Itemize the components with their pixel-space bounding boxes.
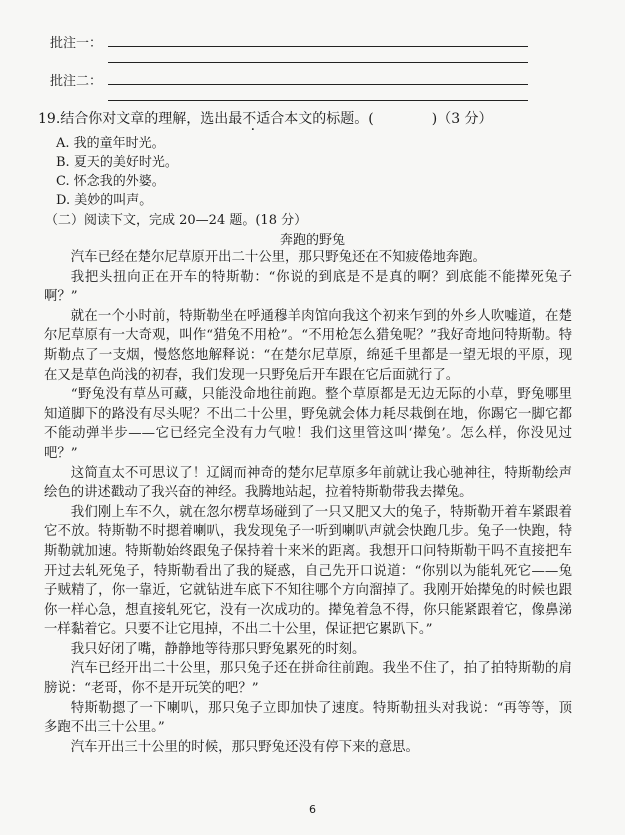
annotation-2 [50, 70, 102, 89]
annotation-1 [50, 32, 102, 51]
article-body [44, 248, 572, 757]
section-heading: （二）阅读下文，完成 20—24 题。(18 分） [45, 213, 308, 228]
paragraph: 就在一个小时前，特斯勒坐在呼通穆羊肉馆向我这个初来乍到的外乡人吹嘘道，在楚尔尼草原有一大奇观，叫作“猎兔不用枪”。“不用枪怎么猎兔呢？”我好奇地问特斯勒。特斯勒点了一支烟，慢悠悠地解释说：“在楚尔尼草原，绵延千里都是一望无垠的平原，现在又是草色尚浅的初春，我们发现一只野兔后开车跟在它后面就行了。 [44, 308, 572, 383]
option-c: C. 怀念我的外婆。 [56, 174, 165, 189]
annotation-1-line[interactable] [108, 46, 528, 47]
annotation-2-line-2[interactable] [108, 100, 528, 101]
page-number: 6 [309, 803, 316, 816]
question-19 [38, 108, 493, 128]
option-d: D. 美妙的叫声。 [56, 193, 153, 208]
question-19-emphasis: 最不适合 [228, 111, 285, 127]
question-19-suffix: 本文的标题。( [284, 111, 374, 127]
paragraph: 这简直太不可思议了！辽阔而神奇的楚尔尼草原多年前就让我心驰神往，特斯勒绘声绘色的讲述戳动了我兴奋的神经。我腾地站起，拉着特斯勒带我去撵兔。 [44, 465, 572, 501]
article-title: 奔跑的野兔 [279, 233, 345, 248]
paragraph: 我只好闭了嘴，静静地等待那只野兔累死的时刻。 [70, 641, 366, 657]
option-b: B. 夏天的美好时光。 [56, 155, 178, 170]
option-a: A. 我的童年时光。 [56, 136, 165, 151]
paragraph: 我们刚上车不久，就在忽尔楞草场碰到了一只又肥又大的兔子，特斯勒开着车紧跟着它不放。特斯勒不时摁着喇叭，我发现兔子一听到喇叭声就会快跑几步。兔子一快跑，特斯勒就加速。特斯勒始终跟兔子保持着十来米的距离。我想开口问特斯勒干吗不直接把车开过去轧死兔子，特斯勒看出了我的疑惑，自己先开口说道：“你别以为能轧死它——兔子贼精了，你一靠近，它就钻进车底下不知往哪个方向溜掉了。我刚开始撵兔的时候也跟你一样心急，想直接轧死它，没有一次成功的。撵兔着急不得，你只能紧跟着它，像鼻涕一样黏着它。只要不让它甩掉，不出二十公里，保证把它累趴下。” [44, 504, 572, 638]
paragraph: 汽车开出三十公里的时候，那只野兔还没有停下来的意思。 [70, 739, 419, 755]
annotation-2-label: 批注二： [50, 74, 103, 89]
paragraph: 特斯勒摁了一下喇叭，那只兔子立即加快了速度。特斯勒扭头对我说：“再等等，顶多跑不出三十公里。” [44, 700, 572, 736]
paragraph: “野兔没有草丛可藏，只能没命地往前跑。整个草原都是无边无际的小草，野兔哪里知道脚下的路没有尽头呢？不出二十公里，野兔就会体力耗尽栽倒在地，你踢它一脚它都不能动弹半步——它已经完全没有力气啦！我们这里管这叫‘撵兔’。怎么样，你没见过吧？” [44, 387, 572, 461]
paragraph: 我把头扭向正在开车的特斯勒：“你说的到底是不是真的啊？到底能不能撵死兔子啊？” [44, 269, 572, 305]
annotation-1-line-2[interactable] [108, 62, 528, 63]
paragraph: 汽车已经在楚尔尼草原开出二十公里，那只野兔还在不知疲倦地奔跑。 [70, 250, 486, 265]
question-19-closing: )（3 分） [431, 111, 493, 127]
paragraph: 汽车已经开出二十公里，那只兔子还在拼命往前跑。我坐不住了，拍了拍特斯勒的肩膀说：“老哥，你不是开玩笑的吧？” [44, 661, 572, 697]
annotation-1-label: 批注一： [50, 36, 103, 51]
annotation-2-line[interactable] [108, 84, 528, 85]
question-19-prefix: 19.结合你对文章的理解，选出 [38, 111, 229, 127]
